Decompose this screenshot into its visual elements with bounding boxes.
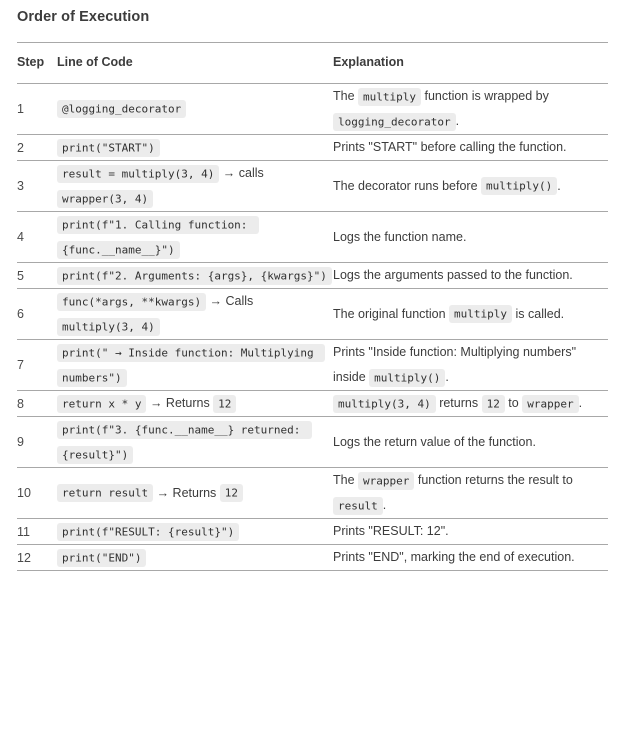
explanation-text: Prints "START" before calling the function. (333, 140, 567, 154)
cell-step-number: 12 (17, 545, 57, 571)
explanation-text: Prints "Inside function: Multiplying numbers" inside (333, 345, 577, 384)
column-header-step: Step (17, 43, 57, 84)
cell-step-number: 5 (17, 263, 57, 289)
table-header (17, 43, 608, 84)
table-row (17, 417, 608, 468)
cell-step-number: 3 (17, 161, 57, 212)
explanation-text: function is wrapped by (421, 89, 549, 103)
explanation-text: Prints "END", marking the end of execution. (333, 550, 575, 564)
explanation-text: . (445, 370, 449, 384)
explanation-text: . (382, 498, 387, 512)
cell-line-of-code (57, 135, 333, 161)
table-header-row (17, 43, 608, 84)
table-row (17, 519, 608, 545)
explanation-text: The (333, 89, 359, 103)
cell-line-of-code (57, 468, 333, 519)
cell-line-of-code (57, 289, 333, 340)
cell-line-of-code (57, 263, 333, 289)
explanation-text: The decorator runs before (333, 178, 481, 193)
cell-line-of-code (57, 212, 333, 263)
explanation-text: The (333, 473, 359, 487)
explanation-code-span: logging_decorator (333, 113, 456, 131)
table-row (17, 340, 608, 391)
cell-step-number: 4 (17, 212, 57, 263)
cell-explanation (333, 340, 608, 391)
cell-step-number: 1 (17, 84, 57, 135)
page-root (0, 8, 635, 737)
explanation-text: returns (435, 396, 482, 410)
cell-step-number: 7 (17, 340, 57, 391)
cell-explanation (333, 417, 608, 468)
explanation-code-span: 12 (482, 395, 505, 413)
line-of-code-text: → Calls (206, 294, 254, 308)
cell-line-of-code (57, 340, 333, 391)
explanation-text: Prints "RESULT: 12". (333, 524, 449, 538)
column-header-explanation: Explanation (333, 43, 608, 84)
explanation-code-span: multiply(3, 4) (333, 395, 436, 413)
table-row (17, 84, 608, 135)
table-row (17, 135, 608, 161)
explanation-code-span: result (333, 497, 383, 515)
explanation-code-span: multiply() (481, 177, 557, 195)
column-header-line-of-code: Line of Code (57, 43, 333, 84)
explanation-text: Logs the return value of the function. (333, 434, 536, 449)
cell-explanation (333, 84, 608, 135)
table-row (17, 468, 608, 519)
table-row (17, 161, 608, 212)
explanation-text: to (504, 396, 523, 410)
line-of-code-code-span: print(f"1. Calling function: {func.__name__}") (57, 216, 259, 259)
cell-step-number: 6 (17, 289, 57, 340)
line-of-code-code-span: result = multiply(3, 4) (57, 165, 219, 183)
table-row (17, 289, 608, 340)
line-of-code-code-span: print(f"2. Arguments: {args}, {kwargs}") (57, 267, 332, 285)
cell-line-of-code (57, 519, 333, 545)
cell-explanation (333, 161, 608, 212)
table-row (17, 263, 608, 289)
cell-explanation (333, 212, 608, 263)
line-of-code-text: → calls (219, 166, 264, 180)
line-of-code-code-span: return x * y (57, 395, 146, 413)
line-of-code-code-span: print("START") (57, 139, 160, 157)
explanation-text: Logs the arguments passed to the function. (333, 268, 573, 282)
table-row (17, 545, 608, 571)
explanation-text: . (455, 114, 460, 128)
cell-explanation (333, 135, 608, 161)
cell-line-of-code (57, 161, 333, 212)
cell-explanation (333, 289, 608, 340)
explanation-text: is called. (512, 306, 565, 321)
line-of-code-code-span: print(" → Inside function: Multiplying numbers") (57, 344, 325, 387)
order-of-execution-table (17, 42, 608, 571)
page-title: Order of Execution (17, 9, 150, 25)
explanation-text: Logs the function name. (333, 229, 467, 244)
cell-line-of-code (57, 391, 333, 417)
cell-explanation (333, 519, 608, 545)
line-of-code-code-span: print("END") (57, 549, 146, 567)
table-body (17, 84, 608, 571)
explanation-text: function returns the result to (414, 473, 573, 487)
line-of-code-code-span: @logging_decorator (57, 100, 186, 118)
cell-explanation (333, 545, 608, 571)
cell-explanation (333, 391, 608, 417)
explanation-text: The original function (333, 306, 450, 321)
cell-step-number: 11 (17, 519, 57, 545)
line-of-code-code-span: func(*args, **kwargs) (57, 293, 206, 311)
line-of-code-code-span: 12 (220, 484, 243, 502)
explanation-code-span: wrapper (358, 472, 414, 490)
cell-line-of-code (57, 84, 333, 135)
line-of-code-code-span: 12 (213, 395, 236, 413)
table-row (17, 212, 608, 263)
cell-step-number: 9 (17, 417, 57, 468)
line-of-code-code-span: return result (57, 484, 153, 502)
explanation-code-span: multiply (449, 305, 512, 323)
cell-step-number: 8 (17, 391, 57, 417)
table-row (17, 391, 608, 417)
cell-explanation (333, 263, 608, 289)
line-of-code-code-span: print(f"3. {func.__name__} returned: {result}") (57, 421, 312, 464)
line-of-code-code-span: print(f"RESULT: {result}") (57, 523, 239, 541)
explanation-text: . (557, 178, 561, 193)
line-of-code-code-span: multiply(3, 4) (57, 318, 160, 336)
cell-explanation (333, 468, 608, 519)
explanation-code-span: multiply (358, 88, 421, 106)
cell-line-of-code (57, 545, 333, 571)
explanation-code-span: multiply() (369, 369, 445, 387)
cell-step-number: 2 (17, 135, 57, 161)
line-of-code-text: → Returns (146, 396, 214, 410)
explanation-code-span: wrapper (522, 395, 578, 413)
line-of-code-code-span: wrapper(3, 4) (57, 190, 153, 208)
cell-line-of-code (57, 417, 333, 468)
line-of-code-text: → Returns (153, 485, 220, 500)
explanation-text: . (578, 396, 583, 410)
cell-step-number: 10 (17, 468, 57, 519)
